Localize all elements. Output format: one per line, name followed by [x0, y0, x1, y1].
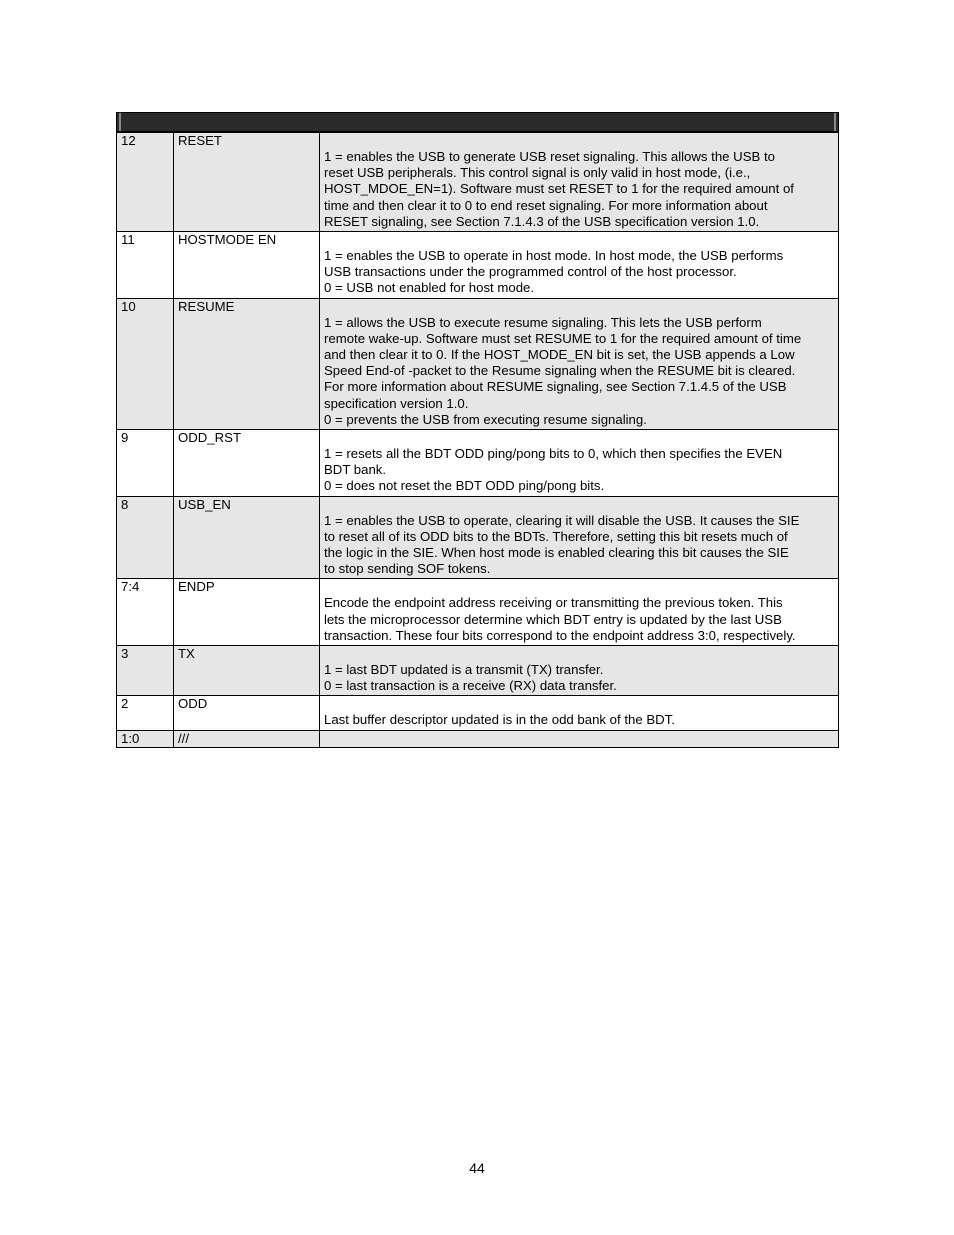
- bit-cell: 12: [117, 133, 174, 232]
- table-row: [117, 133, 839, 232]
- table-row: [117, 232, 839, 299]
- field-name-cell: HOSTMODE EN: [174, 232, 320, 299]
- description-line: 1 = enables the USB to operate, clearing it will disable the USB. It causes the SIE: [324, 512, 800, 528]
- description-line: USB transactions under the programmed control of the host processor.: [324, 264, 737, 280]
- description-cell: [320, 133, 839, 232]
- field-name-cell: ODD: [174, 696, 320, 730]
- table-row: [117, 646, 839, 696]
- table-row: [117, 730, 839, 747]
- description-line: specification version 1.0.: [324, 395, 469, 411]
- description-line: 1 = last BDT updated is a transmit (TX) transfer.: [324, 662, 604, 678]
- description-line: 0 = USB not enabled for host mode.: [324, 280, 535, 296]
- table-row: [117, 430, 839, 497]
- field-name-cell: RESET: [174, 133, 320, 232]
- description-line: 0 = prevents the USB from executing resume signaling.: [324, 411, 647, 427]
- description-line: the logic in the SIE. When host mode is enabled clearing this bit causes the SIE: [324, 545, 789, 561]
- description-cell: [320, 696, 839, 730]
- register-bits-table: [116, 132, 839, 748]
- table-header-bar: [116, 112, 839, 132]
- description-line: BDT bank.: [324, 462, 387, 478]
- table-row: [117, 496, 839, 579]
- field-name-cell: USB_EN: [174, 496, 320, 579]
- description-line: 1 = allows the USB to execute resume signaling. This lets the USB perform: [324, 314, 762, 330]
- description-cell: [320, 579, 839, 646]
- register-table: [116, 112, 839, 748]
- bit-cell: 10: [117, 298, 174, 429]
- description-line: and then clear it to 0. If the HOST_MODE_EN bit is set, the USB appends a Low: [324, 347, 795, 363]
- description-cell: [320, 496, 839, 579]
- description-cell: [320, 298, 839, 429]
- description-line: 1 = resets all the BDT ODD ping/pong bits to 0, which then specifies the EVEN: [324, 446, 783, 462]
- description-line: 1 = enables the USB to generate USB reset signaling. This allows the USB to: [324, 149, 775, 164]
- description-cell: [320, 646, 839, 696]
- description-cell: [320, 430, 839, 497]
- description-line: time and then clear it to 0 to end reset signaling. For more information about: [324, 197, 768, 213]
- field-name-cell: ///: [174, 730, 320, 747]
- description-line: For more information about RESUME signaling, see Section 7.1.4.5 of the USB: [324, 379, 787, 395]
- description-cell: [320, 730, 839, 747]
- description-line: 0 = last transaction is a receive (RX) data transfer.: [324, 678, 617, 694]
- page-number: 44: [469, 1160, 485, 1176]
- description-line: Encode the endpoint address receiving or transmitting the previous token. This: [324, 595, 783, 611]
- description-line: 1 = enables the USB to operate in host mode. In host mode, the USB performs: [324, 248, 784, 264]
- description-line: reset USB peripherals. This control signal is only valid in host mode, (i.e.,: [324, 165, 751, 181]
- description-line: HOST_MDOE_EN=1). Software must set RESET to 1 for the required amount of: [324, 181, 794, 197]
- bit-cell: 2: [117, 696, 174, 730]
- table-row: [117, 298, 839, 429]
- description-line: transaction. These four bits correspond to the endpoint address 3:0, respectively.: [324, 627, 796, 643]
- description-line: Speed End-of -packet to the Resume signaling when the RESUME bit is cleared.: [324, 363, 796, 379]
- description-line: 0 = does not reset the BDT ODD ping/pong bits.: [324, 478, 605, 494]
- field-name-cell: ENDP: [174, 579, 320, 646]
- description-cell: [320, 232, 839, 299]
- description-line: to stop sending SOF tokens.: [324, 561, 491, 577]
- field-name-cell: TX: [174, 646, 320, 696]
- description-line: remote wake-up. Software must set RESUME to 1 for the required amount of time: [324, 330, 802, 346]
- field-name-cell: ODD_RST: [174, 430, 320, 497]
- bit-cell: 11: [117, 232, 174, 299]
- description-line: lets the microprocessor determine which BDT entry is updated by the last USB: [324, 611, 782, 627]
- table-row: [117, 696, 839, 730]
- bit-cell: 1:0: [117, 730, 174, 747]
- bit-cell: 7:4: [117, 579, 174, 646]
- description-line: RESET signaling, see Section 7.1.4.3 of the USB specification version 1.0.: [324, 213, 760, 229]
- table-row: [117, 579, 839, 646]
- bit-cell: 9: [117, 430, 174, 497]
- description-line: to reset all of its ODD bits to the BDTs. Therefore, setting this bit resets much of: [324, 528, 788, 544]
- bit-cell: 3: [117, 646, 174, 696]
- bit-cell: 8: [117, 496, 174, 579]
- description-line: Last buffer descriptor updated is in the odd bank of the BDT.: [324, 712, 675, 728]
- field-name-cell: RESUME: [174, 298, 320, 429]
